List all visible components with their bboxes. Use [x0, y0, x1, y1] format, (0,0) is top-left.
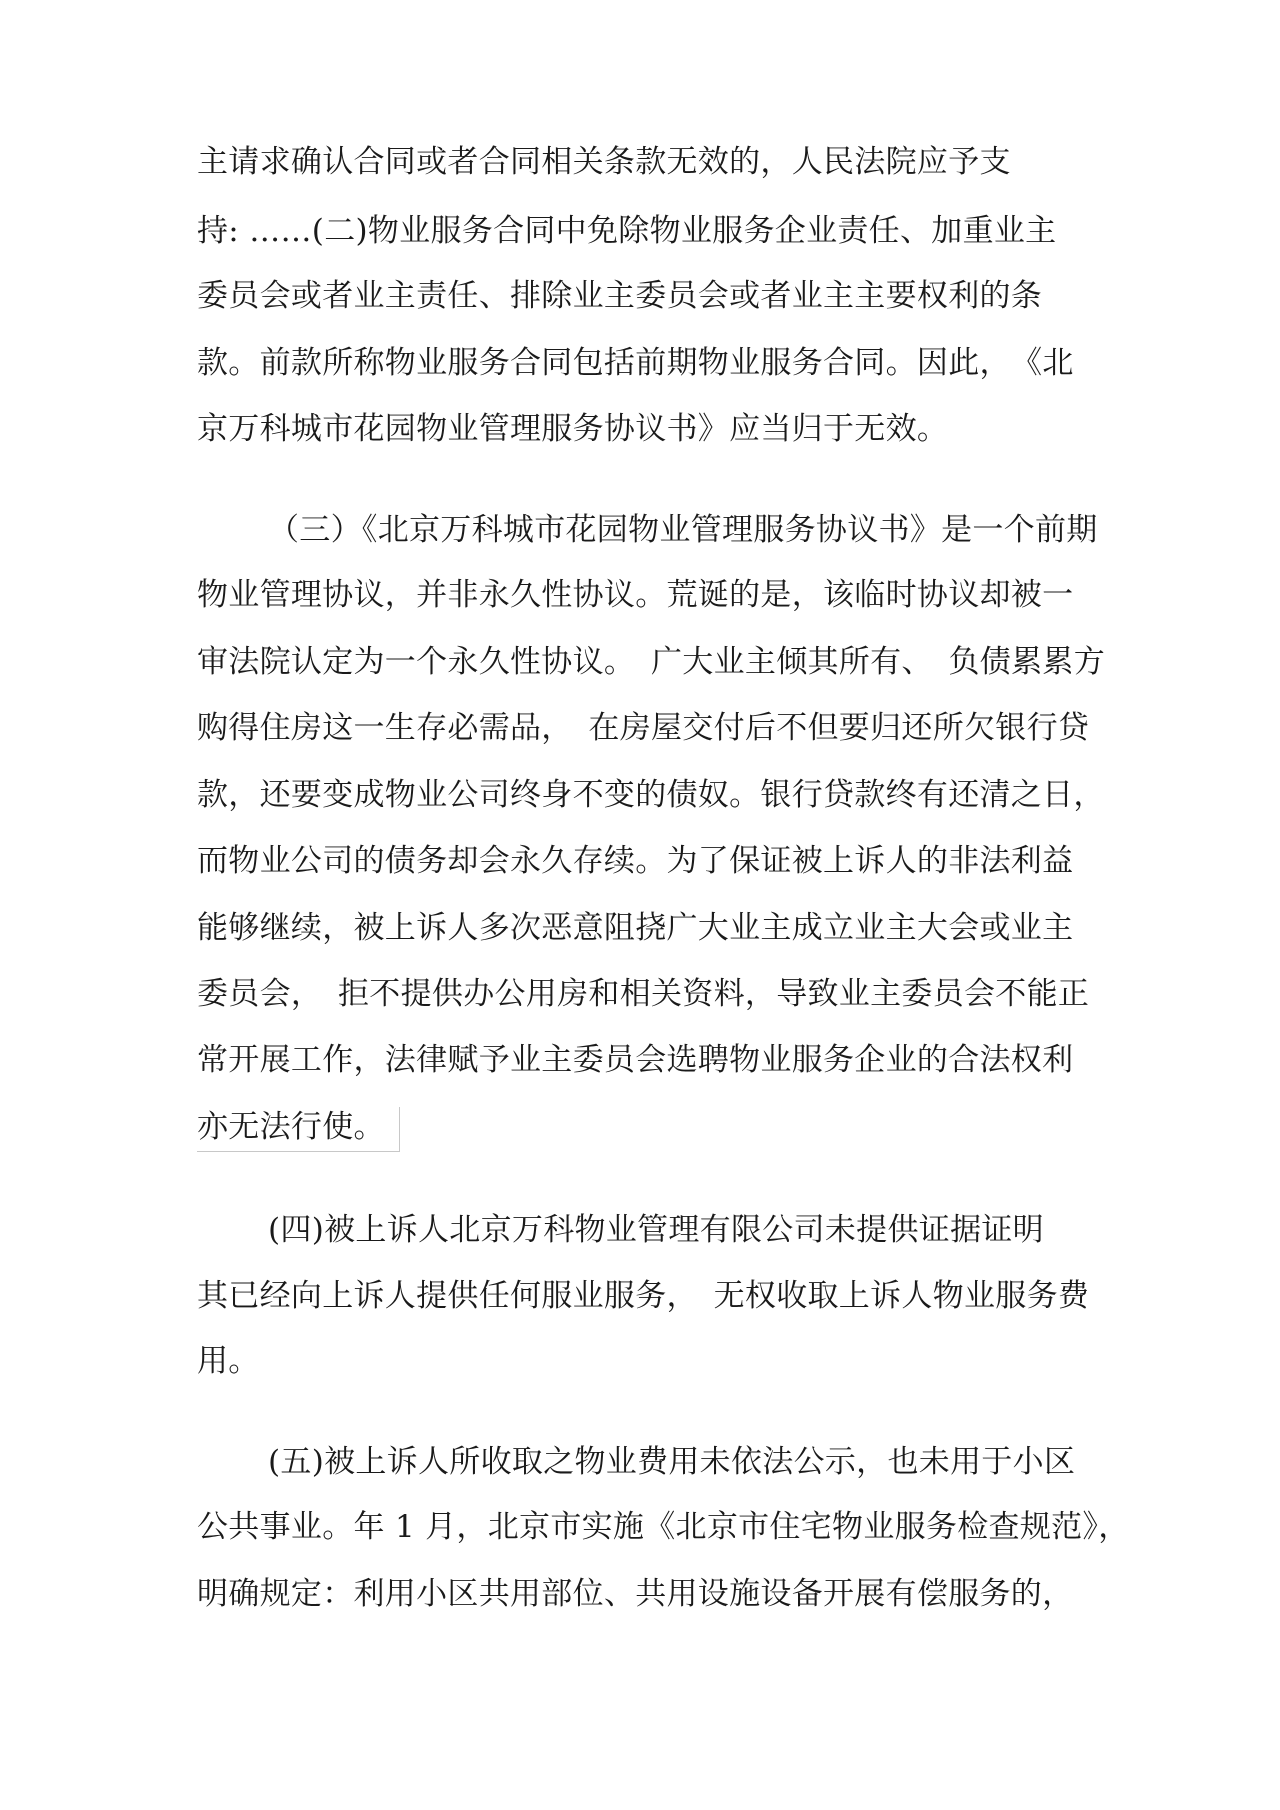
- text-line: 委员会或者业主责任、排除业主委员会或者业主主要权利的条: [197, 278, 1043, 314]
- text-line: （三）《北京万科城市花园物业管理服务协议书》是一个前期: [268, 512, 1098, 548]
- text-line: 公共事业。年 1 月，北京市实施《北京市住宅物业服务检查规范》，: [197, 1509, 1130, 1545]
- text-line: 持: ……(二)物业服务合同中免除物业服务企业责任、加重业主: [197, 213, 1057, 249]
- text-line: 委员会， 拒不提供办公用房和相关资料，导致业主委员会不能正: [197, 976, 1090, 1012]
- text-line: 常开展工作，法律赋予业主委员会选聘物业服务企业的合法权利: [197, 1042, 1074, 1078]
- text-line: 款。前款所称物业服务合同包括前期物业服务合同。因此， 《北: [197, 345, 1074, 381]
- text-line: (五)被上诉人所收取之物业费用未依法公示，也未用于小区: [268, 1444, 1076, 1480]
- text-line: 用。: [197, 1343, 260, 1379]
- text-line-end-marker: 亦无法行使。: [197, 1107, 400, 1152]
- text-line: 审法院认定为一个永久性协议。 广大业主倾其所有、 负债累累方: [197, 644, 1105, 680]
- text-line: 物业管理协议，并非永久性协议。荒诞的是，该临时协议却被一: [197, 577, 1074, 613]
- text-line: 明确规定：利用小区共用部位、共用设施设备开展有偿服务的，: [197, 1576, 1074, 1612]
- text-line: 款，还要变成物业公司终身不变的债奴。银行贷款终有还清之日，: [197, 777, 1105, 813]
- text-line: 能够继续，被上诉人多次恶意阻挠广大业主成立业主大会或业主: [197, 910, 1074, 946]
- text-line: 京万科城市花园物业管理服务协议书》应当归于无效。: [197, 411, 949, 447]
- text-line: 主请求确认合同或者合同相关条款无效的，人民法院应予支: [197, 144, 1011, 180]
- text-line: 购得住房这一生存必需品， 在房屋交付后不但要归还所欠银行贷: [197, 710, 1090, 746]
- text-line: (四)被上诉人北京万科物业管理有限公司未提供证据证明: [268, 1212, 1044, 1248]
- text-line: 而物业公司的债务却会永久存续。为了保证被上诉人的非法利益: [197, 843, 1074, 879]
- text-line: 其已经向上诉人提供任何服业服务， 无权收取上诉人物业服务费: [197, 1278, 1090, 1314]
